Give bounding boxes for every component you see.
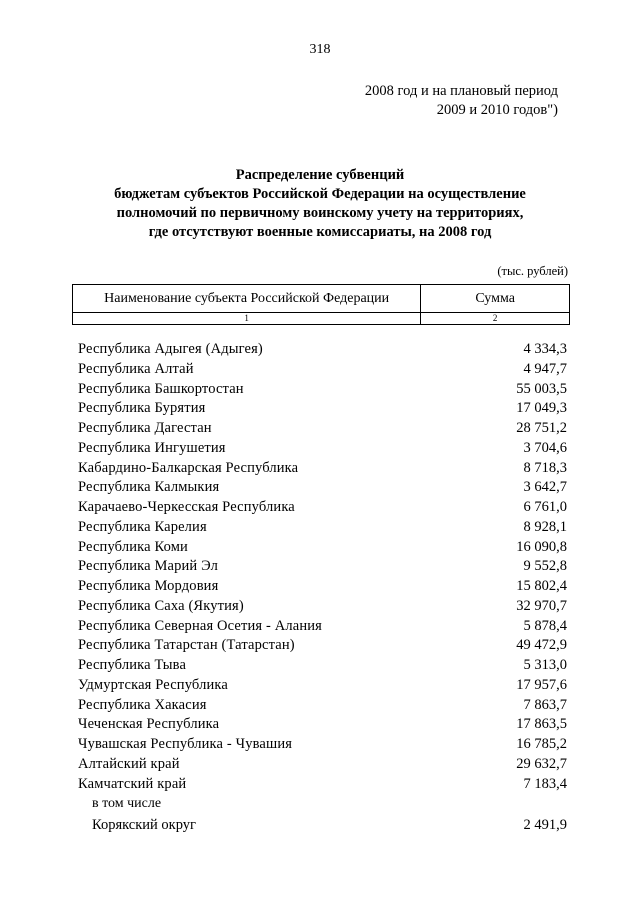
row-name: Кабардино-Балкарская Республика: [78, 459, 299, 476]
row-value: 17 863,5: [516, 716, 567, 733]
row-value: 5 878,4: [523, 617, 567, 634]
row-name: Республика Адыгея (Адыгея): [78, 341, 263, 357]
table-body: [78, 340, 570, 794]
row-name: Алтайский край: [78, 755, 180, 772]
row-name: Республика Дагестан: [78, 420, 212, 436]
sub-row-name: Корякский округ: [92, 817, 196, 833]
table-row: [78, 715, 570, 735]
row-value: 16 785,2: [516, 736, 567, 752]
table-row: [78, 755, 570, 775]
table-row: [78, 538, 570, 558]
sub-row-value: 2 491,9: [523, 817, 567, 833]
table-row: [78, 419, 570, 439]
row-value: 4 947,7: [523, 360, 567, 377]
column-header-name: Наименование субъекта Российской Федерации: [73, 285, 421, 313]
table-row: [78, 498, 570, 518]
row-name: Республика Карелия: [78, 518, 207, 535]
header-line-2: 2009 и 2010 годов"): [436, 102, 558, 118]
row-name: Республика Татарстан (Татарстан): [78, 637, 295, 654]
row-value: 16 090,8: [516, 538, 567, 555]
row-name: Республика Бурятия: [78, 400, 206, 417]
row-value: 17 049,3: [516, 400, 567, 417]
table-row: [78, 557, 570, 577]
row-value: 9 552,8: [523, 558, 567, 575]
table-row: [78, 676, 570, 696]
row-name: Республика Тыва: [78, 657, 187, 673]
row-name: Республика Калмыкия: [78, 479, 220, 496]
row-name: Чувашская Республика - Чувашия: [78, 736, 293, 752]
title-line-4: где отсутствуют военные комиссариаты, на 2008 год: [148, 224, 492, 240]
table-row: [78, 775, 570, 795]
row-name: Республика Хакасия: [78, 696, 207, 713]
units-label: (тыс. рублей): [497, 264, 568, 278]
row-name: Республика Башкортостан: [78, 380, 244, 397]
row-name: Республика Марий Эл: [78, 558, 219, 575]
table-row: [78, 340, 570, 360]
table-row: [78, 735, 570, 755]
row-value: 5 313,0: [523, 657, 567, 673]
row-value: 8 718,3: [523, 459, 567, 476]
header-line-1: 2008 год и на плановый период: [364, 83, 558, 99]
row-value: 15 802,4: [516, 578, 567, 594]
column-number-2: 2: [421, 313, 570, 325]
row-value: 49 472,9: [516, 637, 567, 654]
table-row: [78, 617, 570, 637]
row-name: Республика Алтай: [78, 360, 194, 377]
row-name: Камчатский край: [78, 775, 187, 792]
row-name: Республика Ингушетия: [78, 439, 226, 456]
row-name: Республика Коми: [78, 538, 188, 555]
row-name: Республика Мордовия: [78, 578, 219, 594]
table-row: [78, 656, 570, 676]
table-row: [78, 696, 570, 716]
title-line-2: бюджетам субъектов Российской Федерации на осуществление: [114, 186, 526, 202]
document-title: [0, 166, 640, 242]
table-row: [78, 597, 570, 617]
row-name: Республика Саха (Якутия): [78, 597, 244, 614]
table-row: [78, 360, 570, 380]
row-value: 17 957,6: [516, 676, 567, 693]
row-name: Удмуртская Республика: [78, 676, 228, 693]
table-row: [78, 478, 570, 498]
row-value: 29 632,7: [516, 755, 567, 772]
table-row: [78, 459, 570, 479]
row-value: 7 863,7: [523, 696, 567, 713]
table-row: [78, 399, 570, 419]
row-value: 8 928,1: [523, 518, 567, 535]
row-name: Карачаево-Черкесская Республика: [78, 499, 295, 515]
title-line-3: полномочий по первичному воинскому учету на территориях,: [116, 205, 524, 221]
row-value: 28 751,2: [516, 420, 567, 436]
row-value: 32 970,7: [516, 597, 567, 614]
table-row: [78, 577, 570, 597]
table-header: [72, 284, 570, 325]
row-value: 6 761,0: [523, 499, 567, 515]
sub-label: в том числе: [92, 796, 162, 811]
title-line-1: Распределение субвенций: [235, 167, 405, 183]
table-sub-row: [92, 816, 570, 835]
table-row: [78, 439, 570, 459]
page-number: 318: [309, 42, 331, 57]
column-header-amount: Сумма: [421, 285, 570, 313]
row-name: Чеченская Республика: [78, 716, 220, 733]
table-row: [78, 518, 570, 538]
table-row: [78, 636, 570, 656]
row-value: 3 642,7: [523, 479, 567, 496]
row-value: 3 704,6: [523, 439, 567, 456]
row-value: 4 334,3: [523, 341, 567, 357]
row-value: 55 003,5: [516, 380, 567, 397]
row-value: 7 183,4: [523, 775, 567, 792]
row-name: Республика Северная Осетия - Алания: [78, 617, 322, 634]
table-row: [78, 380, 570, 400]
header-continuation: [298, 82, 558, 120]
column-number-1: 1: [73, 313, 421, 325]
